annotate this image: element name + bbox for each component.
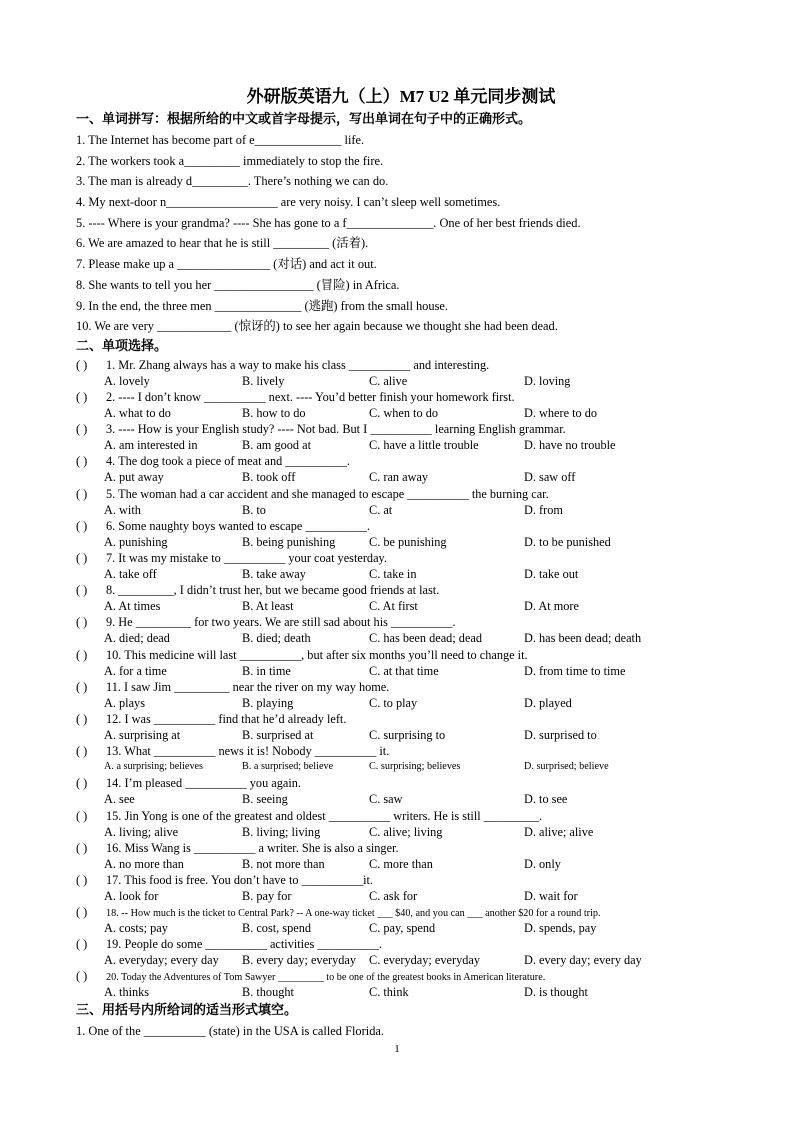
spelling-item: 1. The Internet has become part of e______________ life. <box>76 133 365 147</box>
option-a: A. punishing <box>104 534 168 549</box>
option-a: A. living; alive <box>104 824 179 839</box>
options-row <box>76 920 726 936</box>
question-line <box>76 743 726 759</box>
spelling-item: 4. My next-door n__________________ are very noisy. I can’t sleep well sometimes. <box>76 195 501 210</box>
spelling-item: 2. The workers took a_________ immediately to stop the fire. <box>76 153 384 168</box>
fill-in-item: 1. One of the __________ (state) in the USA is called Florida. <box>76 1023 384 1038</box>
option-a: A. At times <box>104 599 161 614</box>
answer-bracket: ( ) <box>76 905 88 920</box>
answer-bracket: ( ) <box>76 454 88 469</box>
answer-bracket: ( ) <box>76 937 88 952</box>
spelling-item: 6. We are amazed to hear that he is still _________ (活着). <box>76 236 369 251</box>
section3-heading: 三、用括号内所给词的适当形式填空。 <box>76 1002 298 1018</box>
answer-bracket: ( ) <box>76 615 88 630</box>
options-row <box>76 469 726 485</box>
answer-bracket: ( ) <box>76 518 88 533</box>
option-b: B. took off <box>242 470 296 485</box>
answer-bracket: ( ) <box>76 486 88 501</box>
answer-bracket: ( ) <box>76 390 88 405</box>
option-c: C. everyday; everyday <box>369 953 480 968</box>
question-text: 9. He _________ for two years. We are still sad about his __________. <box>106 615 456 630</box>
option-b: B. take away <box>242 567 306 581</box>
option-d: D. surprised to <box>524 727 597 742</box>
option-c: C. surprising; believes <box>369 761 461 773</box>
question-text: 4. The dog took a piece of meat and __________. <box>106 454 350 469</box>
question-line <box>76 357 726 373</box>
option-a: A. a surprising; believes <box>104 761 204 773</box>
option-b: B. playing <box>242 695 294 710</box>
question-line <box>76 775 726 791</box>
options-row <box>76 824 726 840</box>
page-number: 1 <box>394 1043 400 1055</box>
option-b: B. cost, spend <box>242 921 311 936</box>
option-a: A. what to do <box>104 406 171 421</box>
option-a: A. see <box>104 792 135 807</box>
spelling-item: 7. Please make up a _______________ (对话) and act it out. <box>76 257 377 272</box>
option-d: D. wait for <box>524 888 578 903</box>
question-text: 17. This food is free. You don’t have to __________it. <box>106 872 373 887</box>
option-d: D. alive; alive <box>524 824 594 839</box>
options-row <box>76 663 726 679</box>
option-d: D. only <box>524 856 561 871</box>
question-line <box>76 614 726 630</box>
option-d: D. to see <box>524 792 568 807</box>
option-b: B. pay for <box>242 888 292 903</box>
options-row <box>76 695 726 711</box>
option-c: C. alive; living <box>369 824 443 839</box>
option-b: B. lively <box>242 373 285 388</box>
option-a: A. for a time <box>104 663 167 678</box>
question-text: 10. This medicine will last __________, but after six months you’ll need to change it. <box>106 647 528 662</box>
option-c: C. think <box>369 985 409 1000</box>
section1-heading: 一、单词拼写：根据所给的中文或首字母提示，写出单词在句子中的正确形式。 <box>76 112 532 127</box>
option-c: C. at that time <box>369 663 439 678</box>
answer-bracket: ( ) <box>76 872 88 887</box>
options-row <box>76 630 726 646</box>
option-b: B. in time <box>242 663 291 678</box>
option-d: D. spends, pay <box>524 921 597 936</box>
option-d: D. from <box>524 502 563 517</box>
question-line <box>76 486 726 502</box>
options-row <box>76 598 726 614</box>
option-c: C. be punishing <box>369 534 447 549</box>
question-line <box>76 389 726 405</box>
options-row <box>76 405 726 421</box>
option-c: C. have a little trouble <box>369 438 479 453</box>
question-text: 8. _________, I didn’t trust her, but we became good friends at last. <box>106 583 440 598</box>
section3-list <box>76 1021 726 1042</box>
option-d: D. saw off <box>524 470 576 485</box>
answer-bracket: ( ) <box>76 551 88 565</box>
option-b: B. being punishing <box>242 534 336 549</box>
option-b: B. surprised at <box>242 727 314 742</box>
option-a: A. died; dead <box>104 631 170 646</box>
option-d: D. At more <box>524 599 579 614</box>
question-line <box>76 840 726 856</box>
option-c: C. ask for <box>369 888 418 903</box>
option-d: D. where to do <box>524 406 598 421</box>
question-line <box>76 808 726 824</box>
question-text: 7. It was my mistake to __________ your coat yesterday. <box>106 551 387 565</box>
question-text: 1. Mr. Zhang always has a way to make his class __________ and interesting. <box>106 357 490 372</box>
answer-bracket: ( ) <box>76 969 88 984</box>
question-text: 15. Jin Yong is one of the greatest and oldest __________ writers. He is still _________. <box>106 808 543 823</box>
option-c: C. saw <box>369 792 403 807</box>
option-c: C. take in <box>369 567 417 581</box>
options-row <box>76 952 726 968</box>
option-b: B. how to do <box>242 406 306 421</box>
question-text: 5. The woman had a car accident and she managed to escape __________ the burning car. <box>106 486 549 501</box>
question-text: 14. I’m pleased __________ you again. <box>106 776 302 791</box>
option-a: A. am interested in <box>104 438 198 453</box>
option-b: B. every day; everyday <box>242 953 357 968</box>
answer-bracket: ( ) <box>76 808 88 823</box>
answer-bracket: ( ) <box>76 744 88 759</box>
options-row <box>76 791 726 807</box>
options-row <box>76 566 726 582</box>
option-d: D. take out <box>524 567 579 581</box>
question-line <box>76 968 726 984</box>
option-d: D. every day; every day <box>524 953 642 968</box>
option-a: A. no more than <box>104 856 184 871</box>
spelling-item: 8. She wants to tell you her ________________ (冒险) in Africa. <box>76 277 400 292</box>
options-row <box>76 534 726 550</box>
options-row <box>76 759 726 775</box>
option-a: A. look for <box>104 888 159 903</box>
option-b: B. At least <box>242 599 294 614</box>
page-title: 外研版英语九（上）M7 U2 单元同步测试 <box>246 87 556 106</box>
question-text: 12. I was __________ find that he’d already left. <box>106 711 347 726</box>
worksheet-page <box>76 84 726 1041</box>
option-d: D. played <box>524 695 572 710</box>
option-b: B. died; death <box>242 631 311 646</box>
option-c: C. At first <box>369 599 418 614</box>
option-b: B. thought <box>242 985 294 1000</box>
option-c: C. has been dead; dead <box>369 631 483 646</box>
question-line <box>76 518 726 534</box>
question-line <box>76 647 726 663</box>
option-d: D. has been dead; death <box>524 631 642 646</box>
option-a: A. surprising at <box>104 727 181 742</box>
spelling-item: 5. ---- Where is your grandma? ---- She has gone to a f______________. One of her best friends died. <box>76 215 581 230</box>
option-b: B. a surprised; believe <box>242 761 334 773</box>
option-c: C. pay, spend <box>369 921 436 936</box>
answer-bracket: ( ) <box>76 357 88 372</box>
option-a: A. plays <box>104 695 145 710</box>
option-a: A. everyday; every day <box>104 953 219 968</box>
option-a: A. lovely <box>104 373 150 388</box>
option-a: A. thinks <box>104 985 150 1000</box>
question-line <box>76 936 726 952</box>
answer-bracket: ( ) <box>76 776 88 791</box>
option-d: D. to be punished <box>524 534 611 549</box>
option-c: C. more than <box>369 856 433 871</box>
option-c: C. surprising to <box>369 727 446 742</box>
option-c: C. at <box>369 502 393 517</box>
spelling-item: 10. We are very ____________ (惊讶的) to see her again because we thought she had been dead. <box>76 319 558 334</box>
option-d: D. loving <box>524 373 571 388</box>
question-text: 13. What __________ news it is! Nobody __________ it. <box>106 744 390 759</box>
option-c: C. when to do <box>369 406 438 421</box>
option-b: B. not more than <box>242 856 325 871</box>
question-line <box>76 904 726 920</box>
answer-bracket: ( ) <box>76 422 88 437</box>
options-row <box>76 502 726 518</box>
options-row <box>76 727 726 743</box>
options-row <box>76 888 726 904</box>
option-b: B. to <box>242 502 266 517</box>
options-row <box>76 373 726 389</box>
spelling-item: 3. The man is already d_________. There’s nothing we can do. <box>76 174 389 189</box>
answer-bracket: ( ) <box>76 583 88 598</box>
option-b: B. living; living <box>242 824 321 839</box>
question-text: 6. Some naughty boys wanted to escape __________. <box>106 518 370 533</box>
options-row <box>76 984 726 1000</box>
question-text: 3. ---- How is your English study? ---- Not bad. But I __________ learning English grammar. <box>106 422 566 437</box>
option-b: B. seeing <box>242 792 288 807</box>
option-b: B. am good at <box>242 438 311 453</box>
option-c: C. to play <box>369 695 418 710</box>
question-line <box>76 679 726 695</box>
spelling-item: 9. In the end, the three men ______________ (逃跑) from the small house. <box>76 298 448 313</box>
option-a: A. put away <box>104 470 164 485</box>
section2-list <box>76 357 726 1001</box>
options-row <box>76 856 726 872</box>
option-a: A. with <box>104 502 141 517</box>
question-text: 16. Miss Wang is __________ a writer. She is also a singer. <box>106 840 399 855</box>
question-text: 20. Today the Adventures of Tom Sawyer _________ to be one of the greatest books in American literature. <box>106 972 546 984</box>
answer-bracket: ( ) <box>76 647 88 662</box>
option-d: D. is thought <box>524 985 588 1000</box>
question-line <box>76 421 726 437</box>
option-c: C. ran away <box>369 470 429 485</box>
question-line <box>76 453 726 469</box>
option-a: A. costs; pay <box>104 921 168 936</box>
option-d: D. from time to time <box>524 663 626 678</box>
question-text: 19. People do some __________ activities __________. <box>106 937 382 952</box>
answer-bracket: ( ) <box>76 840 88 855</box>
option-c: C. alive <box>369 373 408 388</box>
question-text: 2. ---- I don’t know __________ next. ---- You’d better finish your homework first. <box>106 390 515 405</box>
options-row <box>76 437 726 453</box>
answer-bracket: ( ) <box>76 679 88 694</box>
option-d: D. have no trouble <box>524 438 616 453</box>
question-line <box>76 550 726 566</box>
section2-heading: 二、单项选择。 <box>76 338 168 354</box>
question-line <box>76 711 726 727</box>
question-line <box>76 872 726 888</box>
question-text: 11. I saw Jim _________ near the river on my way home. <box>106 679 390 694</box>
option-a: A. take off <box>104 567 157 581</box>
section1-list <box>76 130 726 337</box>
option-d: D. surprised; believe <box>524 761 609 773</box>
question-text: 18. -- How much is the ticket to Central Park? -- A one-way ticket ___ $40, and you can ___ another $20 for a round trip. <box>106 908 601 920</box>
question-line <box>76 582 726 598</box>
answer-bracket: ( ) <box>76 711 88 726</box>
